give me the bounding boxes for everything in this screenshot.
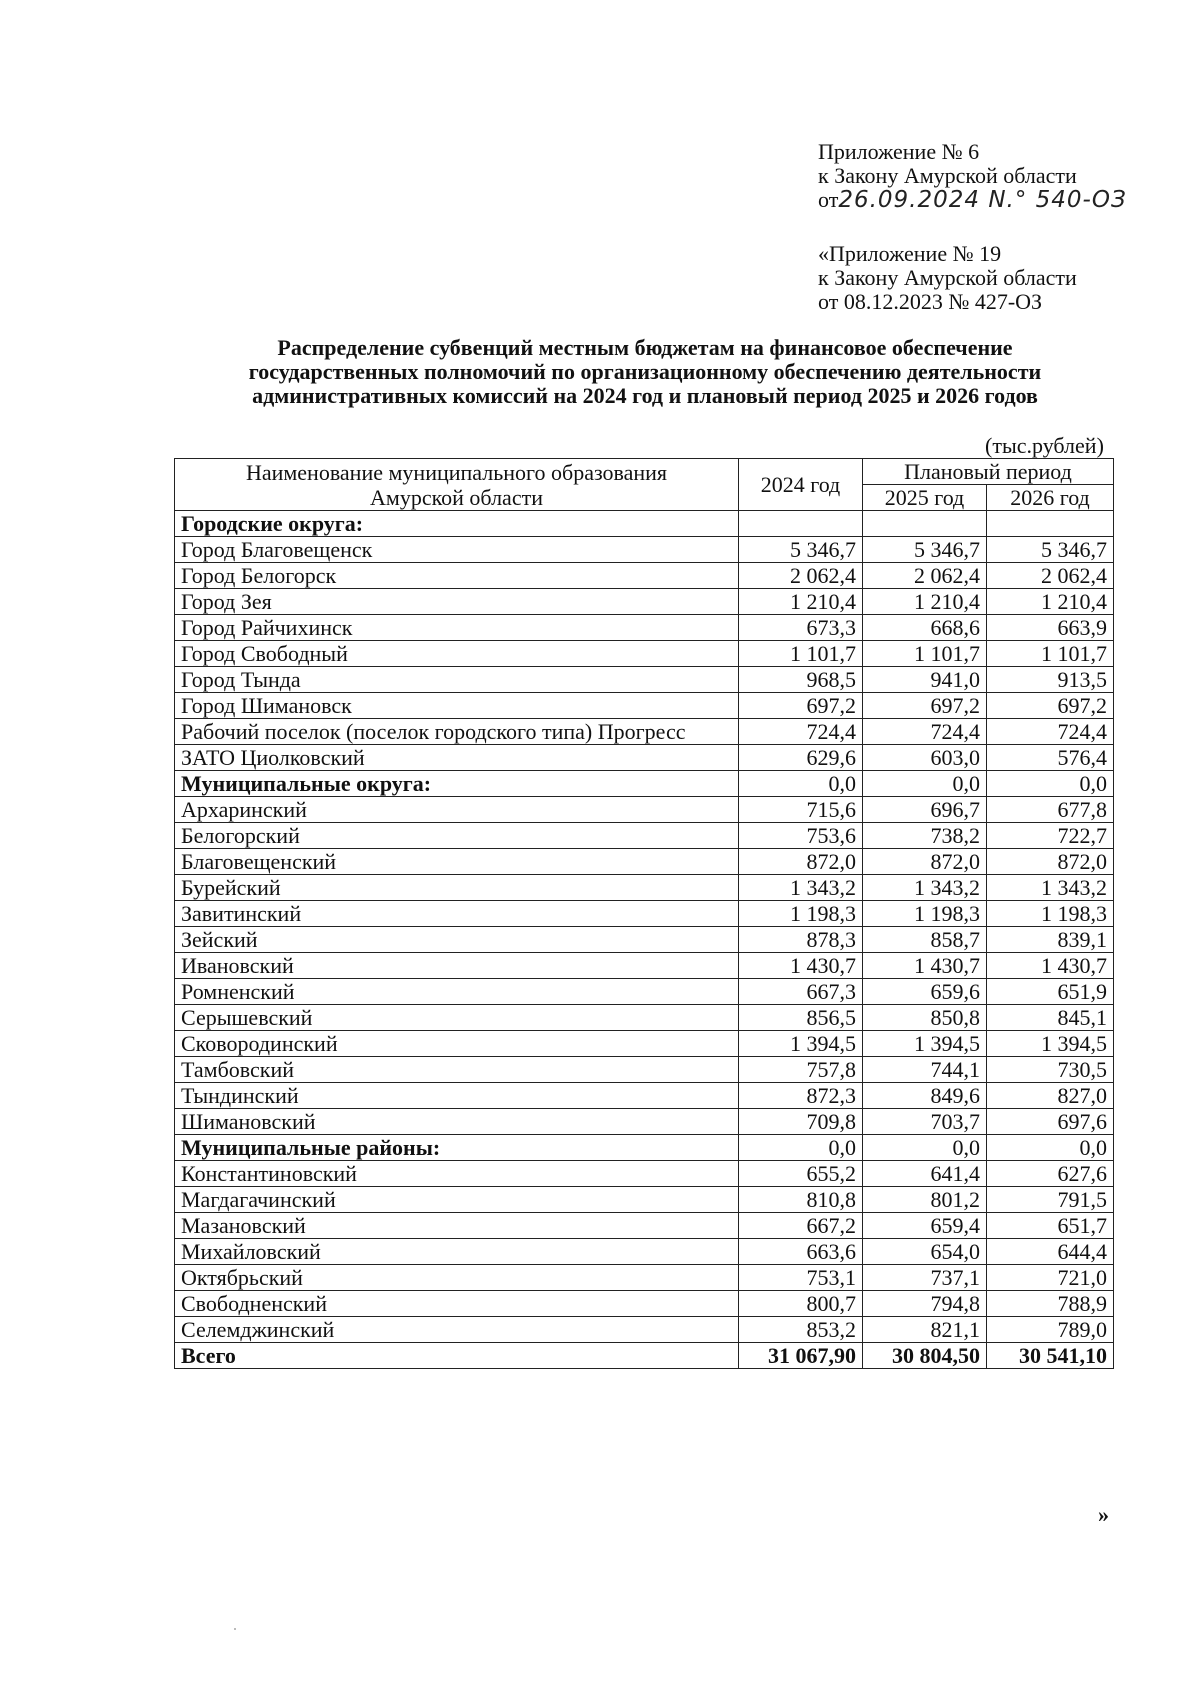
table-row — [175, 1005, 1114, 1031]
table-row — [175, 1057, 1114, 1083]
value-2026-cell: 839,1 — [987, 927, 1114, 953]
value-2025-cell: 668,6 — [863, 615, 987, 641]
value-2024-cell: 0,0 — [739, 771, 863, 797]
municipality-cell: Всего — [175, 1343, 739, 1369]
municipality-cell: ЗАТО Циолковский — [175, 745, 739, 771]
value-2025-cell: 5 346,7 — [863, 537, 987, 563]
table-row — [175, 901, 1114, 927]
closing-quote: » — [1098, 1502, 1109, 1527]
municipality-cell: Благовещенский — [175, 849, 739, 875]
table-row — [175, 1161, 1114, 1187]
value-2025-cell: 858,7 — [863, 927, 987, 953]
table-row — [175, 1083, 1114, 1109]
value-2024-cell: 878,3 — [739, 927, 863, 953]
municipality-cell: Зейский — [175, 927, 739, 953]
municipality-cell: Архаринский — [175, 797, 739, 823]
municipality-cell: Муниципальные районы: — [175, 1135, 739, 1161]
title-line-2: государственных полномочий по организационному обеспечению деятельности — [248, 359, 1042, 384]
value-2024-cell: 629,6 — [739, 745, 863, 771]
value-2026-cell — [987, 511, 1114, 537]
value-2026-cell: 2 062,4 — [987, 563, 1114, 589]
municipality-cell: Ивановский — [175, 953, 739, 979]
value-2024-cell: 697,2 — [739, 693, 863, 719]
value-2026-cell: 663,9 — [987, 615, 1114, 641]
municipality-cell: Завитинский — [175, 901, 739, 927]
value-2024-cell: 1 430,7 — [739, 953, 863, 979]
appendix-line-2: к Закону Амурской области — [818, 163, 1077, 188]
group-row — [175, 511, 1114, 537]
scan-speck — [234, 1628, 236, 1630]
value-2025-cell: 1 343,2 — [863, 875, 987, 901]
value-2026-cell: 789,0 — [987, 1317, 1114, 1343]
table-row — [175, 797, 1114, 823]
municipality-cell: Мазановский — [175, 1213, 739, 1239]
table-row — [175, 537, 1114, 563]
value-2026-cell: 1 210,4 — [987, 589, 1114, 615]
value-2024-cell: 1 101,7 — [739, 641, 863, 667]
table-row — [175, 1291, 1114, 1317]
value-2025-cell: 941,0 — [863, 667, 987, 693]
value-2026-cell: 697,6 — [987, 1109, 1114, 1135]
municipality-cell: Селемджинский — [175, 1317, 739, 1343]
value-2026-cell: 724,4 — [987, 719, 1114, 745]
table-row — [175, 823, 1114, 849]
value-2025-cell: 654,0 — [863, 1239, 987, 1265]
value-2024-cell: 724,4 — [739, 719, 863, 745]
value-2025-cell: 821,1 — [863, 1317, 987, 1343]
header-municipality-line-2: Амурской области — [370, 484, 543, 510]
header-plan-period: Плановый период — [863, 459, 1114, 485]
value-2026-cell: 1 343,2 — [987, 875, 1114, 901]
table-row — [175, 1031, 1114, 1057]
value-2026-cell: 788,9 — [987, 1291, 1114, 1317]
handwritten-date-number: 26.09.2024 N.° 540-ОЗ — [838, 187, 1127, 213]
title-line-3: административных комиссий на 2024 год и плановый период 2025 и 2026 годов — [252, 383, 1038, 408]
subvention-table — [174, 458, 1114, 1369]
value-2025-cell: 696,7 — [863, 797, 987, 823]
value-2026-cell: 627,6 — [987, 1161, 1114, 1187]
value-2026-cell: 5 346,7 — [987, 537, 1114, 563]
appendix-line-3 — [818, 188, 1178, 212]
value-2025-cell: 30 804,50 — [863, 1343, 987, 1369]
municipality-cell: Магдагачинский — [175, 1187, 739, 1213]
municipality-cell: Город Шимановск — [175, 693, 739, 719]
value-2024-cell: 872,0 — [739, 849, 863, 875]
title-line-1: Распределение субвенций местным бюджетам на финансовое обеспечение — [277, 335, 1013, 360]
value-2024-cell — [739, 511, 863, 537]
value-2025-cell: 738,2 — [863, 823, 987, 849]
table-row — [175, 641, 1114, 667]
municipality-cell: Город Благовещенск — [175, 537, 739, 563]
table-row — [175, 1213, 1114, 1239]
municipality-cell: Сковородинский — [175, 1031, 739, 1057]
value-2024-cell: 1 198,3 — [739, 901, 863, 927]
municipality-cell: Константиновский — [175, 1161, 739, 1187]
value-2026-cell: 644,4 — [987, 1239, 1114, 1265]
municipality-cell: Свободненский — [175, 1291, 739, 1317]
value-2024-cell: 5 346,7 — [739, 537, 863, 563]
value-2026-cell: 827,0 — [987, 1083, 1114, 1109]
value-2026-cell: 1 198,3 — [987, 901, 1114, 927]
total-row — [175, 1343, 1114, 1369]
table-row — [175, 667, 1114, 693]
value-2024-cell: 1 210,4 — [739, 589, 863, 615]
value-2025-cell: 724,4 — [863, 719, 987, 745]
municipality-cell: Муниципальные округа: — [175, 771, 739, 797]
value-2025-cell: 641,4 — [863, 1161, 987, 1187]
units-label: (тыс.рублей) — [985, 433, 1104, 458]
value-2024-cell: 715,6 — [739, 797, 863, 823]
value-2025-cell: 744,1 — [863, 1057, 987, 1083]
municipality-cell: Шимановский — [175, 1109, 739, 1135]
table-row — [175, 979, 1114, 1005]
value-2025-cell: 659,6 — [863, 979, 987, 1005]
document-title — [130, 336, 1160, 408]
value-2026-cell: 677,8 — [987, 797, 1114, 823]
value-2025-cell: 1 430,7 — [863, 953, 987, 979]
value-2026-cell: 913,5 — [987, 667, 1114, 693]
value-2024-cell: 663,6 — [739, 1239, 863, 1265]
municipality-cell: Бурейский — [175, 875, 739, 901]
value-2024-cell: 872,3 — [739, 1083, 863, 1109]
value-2024-cell: 856,5 — [739, 1005, 863, 1031]
table-row — [175, 693, 1114, 719]
value-2025-cell: 801,2 — [863, 1187, 987, 1213]
value-2026-cell: 1 430,7 — [987, 953, 1114, 979]
value-2024-cell: 800,7 — [739, 1291, 863, 1317]
value-2026-cell: 30 541,10 — [987, 1343, 1114, 1369]
table-row — [175, 563, 1114, 589]
value-2025-cell: 1 198,3 — [863, 901, 987, 927]
header-2025: 2025 год — [863, 485, 987, 511]
value-2024-cell: 709,8 — [739, 1109, 863, 1135]
value-2024-cell: 655,2 — [739, 1161, 863, 1187]
header-municipality-line-1: Наименование муниципального образования — [245, 459, 668, 485]
table-row — [175, 1265, 1114, 1291]
table-row — [175, 1239, 1114, 1265]
value-2025-cell: 697,2 — [863, 693, 987, 719]
header-2026: 2026 год — [987, 485, 1114, 511]
value-2025-cell: 703,7 — [863, 1109, 987, 1135]
value-2024-cell: 968,5 — [739, 667, 863, 693]
value-2024-cell: 673,3 — [739, 615, 863, 641]
municipality-cell: Тындинский — [175, 1083, 739, 1109]
value-2025-cell: 603,0 — [863, 745, 987, 771]
municipality-cell: Городские округа: — [175, 511, 739, 537]
municipality-cell: Михайловский — [175, 1239, 739, 1265]
value-2025-cell: 872,0 — [863, 849, 987, 875]
table-body — [175, 511, 1114, 1369]
value-2025-cell: 849,6 — [863, 1083, 987, 1109]
value-2026-cell: 651,7 — [987, 1213, 1114, 1239]
appendix-date-prefix: от — [818, 187, 839, 212]
value-2025-cell: 2 062,4 — [863, 563, 987, 589]
table-row — [175, 719, 1114, 745]
municipality-cell: Город Тында — [175, 667, 739, 693]
value-2024-cell: 810,8 — [739, 1187, 863, 1213]
value-2024-cell: 31 067,90 — [739, 1343, 863, 1369]
value-2026-cell: 0,0 — [987, 1135, 1114, 1161]
municipality-cell: Рабочий поселок (поселок городского типа) Прогресс — [175, 719, 739, 745]
value-2025-cell — [863, 511, 987, 537]
value-2026-cell: 1 394,5 — [987, 1031, 1114, 1057]
table-row — [175, 745, 1114, 771]
appendix-header — [818, 140, 1178, 314]
table-row — [175, 615, 1114, 641]
group-row — [175, 771, 1114, 797]
value-2026-cell: 1 101,7 — [987, 641, 1114, 667]
value-2025-cell: 850,8 — [863, 1005, 987, 1031]
table-row — [175, 589, 1114, 615]
value-2024-cell: 667,2 — [739, 1213, 863, 1239]
municipality-cell: Тамбовский — [175, 1057, 739, 1083]
table-row — [175, 953, 1114, 979]
value-2024-cell: 1 394,5 — [739, 1031, 863, 1057]
value-2025-cell: 737,1 — [863, 1265, 987, 1291]
prior-appendix-line-2: к Закону Амурской области — [818, 265, 1077, 290]
value-2025-cell: 0,0 — [863, 771, 987, 797]
value-2025-cell: 659,4 — [863, 1213, 987, 1239]
value-2026-cell: 0,0 — [987, 771, 1114, 797]
municipality-cell: Ромненский — [175, 979, 739, 1005]
value-2026-cell: 721,0 — [987, 1265, 1114, 1291]
table-row — [175, 1317, 1114, 1343]
group-row — [175, 1135, 1114, 1161]
value-2026-cell: 730,5 — [987, 1057, 1114, 1083]
value-2024-cell: 753,1 — [739, 1265, 863, 1291]
value-2025-cell: 1 101,7 — [863, 641, 987, 667]
table-row — [175, 875, 1114, 901]
value-2024-cell: 667,3 — [739, 979, 863, 1005]
header-2024: 2024 год — [739, 459, 863, 511]
appendix-line-1: Приложение № 6 — [818, 139, 980, 164]
municipality-cell: Город Райчихинск — [175, 615, 739, 641]
value-2025-cell: 0,0 — [863, 1135, 987, 1161]
value-2026-cell: 576,4 — [987, 745, 1114, 771]
prior-appendix-line-1: «Приложение № 19 — [818, 241, 1002, 266]
value-2024-cell: 753,6 — [739, 823, 863, 849]
value-2024-cell: 853,2 — [739, 1317, 863, 1343]
value-2025-cell: 1 394,5 — [863, 1031, 987, 1057]
table-row — [175, 1109, 1114, 1135]
value-2025-cell: 794,8 — [863, 1291, 987, 1317]
value-2026-cell: 791,5 — [987, 1187, 1114, 1213]
value-2024-cell: 757,8 — [739, 1057, 863, 1083]
value-2025-cell: 1 210,4 — [863, 589, 987, 615]
municipality-cell: Город Свободный — [175, 641, 739, 667]
value-2026-cell: 722,7 — [987, 823, 1114, 849]
value-2026-cell: 845,1 — [987, 1005, 1114, 1031]
value-2024-cell: 1 343,2 — [739, 875, 863, 901]
municipality-cell: Белогорский — [175, 823, 739, 849]
table-row — [175, 927, 1114, 953]
value-2026-cell: 651,9 — [987, 979, 1114, 1005]
municipality-cell: Серышевский — [175, 1005, 739, 1031]
value-2024-cell: 2 062,4 — [739, 563, 863, 589]
value-2026-cell: 697,2 — [987, 693, 1114, 719]
header-municipality — [175, 459, 739, 511]
municipality-cell: Октябрьский — [175, 1265, 739, 1291]
value-2026-cell: 872,0 — [987, 849, 1114, 875]
table-row — [175, 849, 1114, 875]
municipality-cell: Город Белогорск — [175, 563, 739, 589]
prior-appendix-line-3: от 08.12.2023 № 427-ОЗ — [818, 289, 1043, 314]
municipality-cell: Город Зея — [175, 589, 739, 615]
table-row — [175, 1187, 1114, 1213]
value-2024-cell: 0,0 — [739, 1135, 863, 1161]
